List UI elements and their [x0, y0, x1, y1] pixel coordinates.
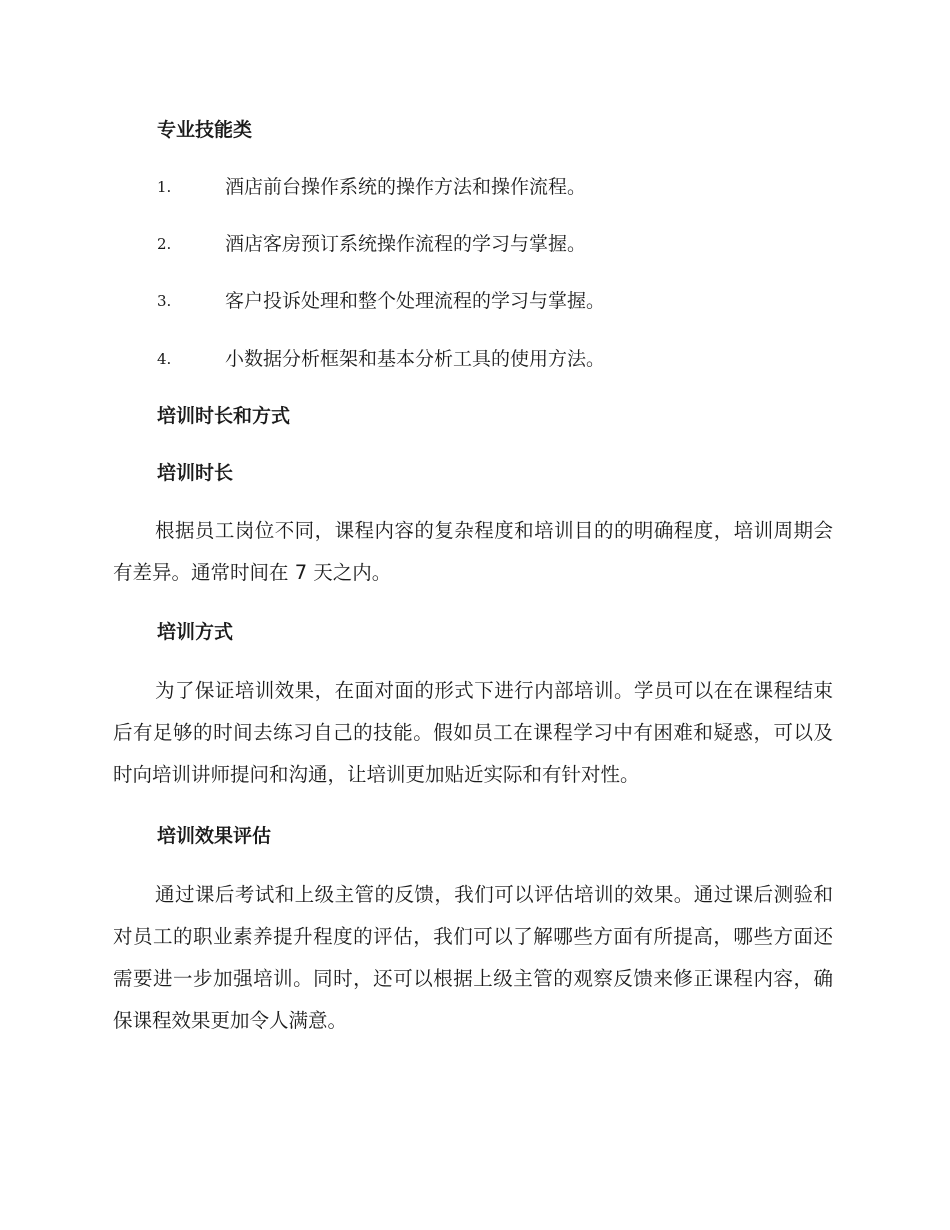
section-heading-evaluation: 培训效果评估	[157, 825, 272, 847]
list-item	[157, 286, 857, 316]
list-item	[157, 229, 857, 259]
list-item	[157, 172, 857, 202]
paragraph-duration: 根据员工岗位不同，课程内容的复杂程度和培训目的的明确程度，培训周期会有差异。通常时间在 7 天之内。	[113, 519, 833, 584]
list-item-text: 酒店前台操作系统的操作方法和操作流程。	[225, 176, 587, 198]
subheading-duration: 培训时长	[157, 462, 234, 484]
list-item-text: 客户投诉处理和整个处理流程的学习与掌握。	[225, 290, 606, 312]
list-number: 3.	[157, 292, 172, 310]
section-heading-professional-skills: 专业技能类	[157, 119, 253, 141]
list-item-text: 酒店客房预订系统操作流程的学习与掌握。	[225, 233, 587, 255]
list-item-text: 小数据分析框架和基本分析工具的使用方法。	[225, 348, 606, 370]
list-number: 1.	[157, 178, 172, 196]
list-number: 2.	[157, 235, 172, 253]
section-heading-duration-and-method: 培训时长和方式	[157, 405, 291, 427]
paragraph-evaluation: 通过课后考试和上级主管的反馈，我们可以评估培训的效果。通过课后测验和对员工的职业素养提升程度的评估，我们可以了解哪些方面有所提高，哪些方面还需要进一步加强培训。同时，还可以根据上级主管的观察反馈来修正课程内容，确保课程效果更加令人满意。	[113, 883, 833, 1032]
subheading-method: 培训方式	[157, 621, 234, 643]
list-item	[157, 344, 857, 374]
paragraph-method: 为了保证培训效果，在面对面的形式下进行内部培训。学员可以在在课程结束后有足够的时间去练习自己的技能。假如员工在课程学习中有困难和疑惑，可以及时向培训讲师提问和沟通，让培训更加贴近实际和有针对性。	[113, 679, 833, 786]
list-number: 4.	[157, 350, 172, 368]
